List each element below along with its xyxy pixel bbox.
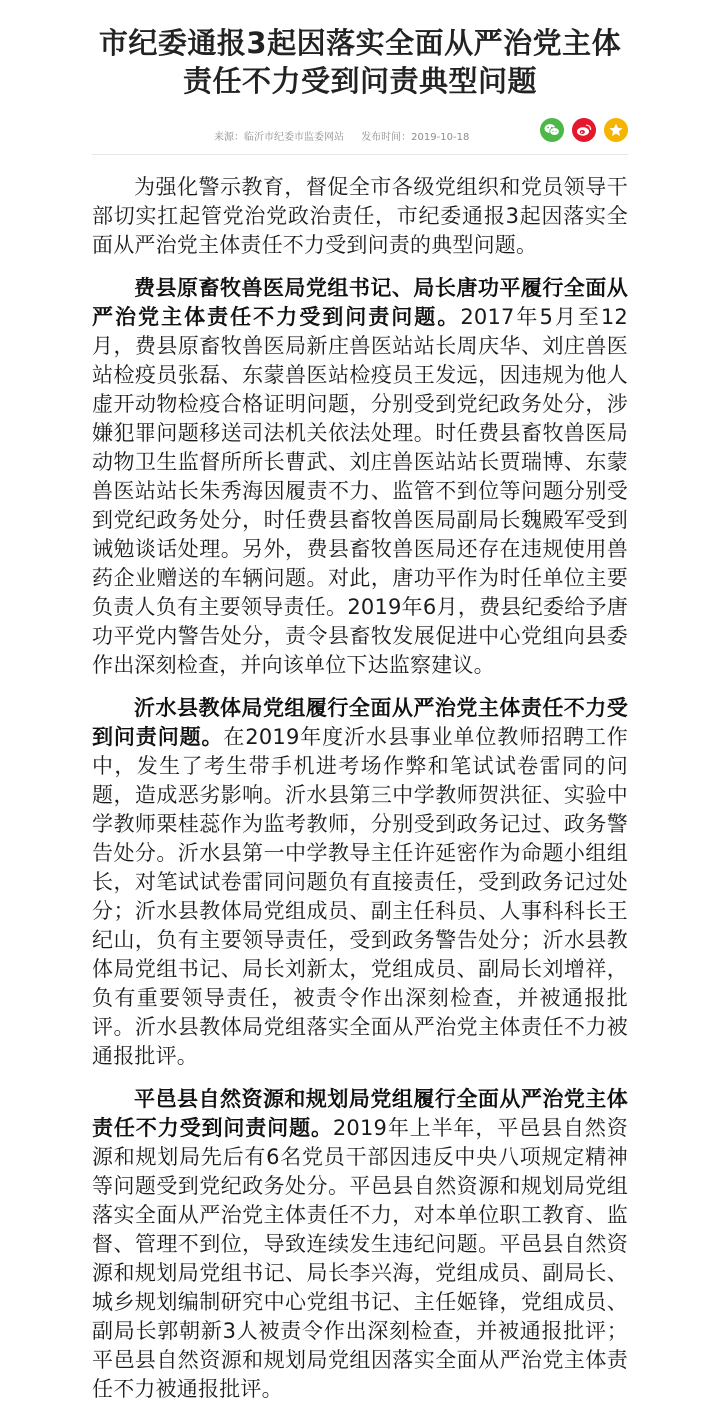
case-body: 在2019年度沂水县事业单位教师招聘工作中，发生了考生带手机进考场作弊和笔试试卷雷同的问题，造成恶劣影响。沂水县第三中学教师贺洪征、实验中学教师栗桂蕊作为监考教师，分别受到政务记过、政务警告处分。沂水县第一中学教导主任许延密作为命题小组组长，对笔试试卷雷同问题负有直接责任，受到政务记过处分；沂水县教体局党组成员、副主任科员、人事科科长王纪山，负有主要领导责任，受到政务警告处分；沂水县教体局党组书记、局长刘新太，党组成员、副局长刘增祥，负有重要领导责任，被责令作出深刻检查，并被通报批评。沂水县教体局党组落实全面从严治党主体责任不力被通报批评。 <box>92 725 628 1068</box>
case-heading: 平邑县自然资源和规划局党组履行全面从严治党主体责任不力受到问责问题。 <box>92 1087 628 1140</box>
wechat-icon <box>544 123 560 137</box>
share-qzone-button[interactable] <box>604 118 628 142</box>
intro-paragraph <box>92 173 628 260</box>
share-weibo-button[interactable] <box>572 118 596 142</box>
article-source: 来源：临沂市纪委市监委网站 <box>214 132 344 143</box>
case-heading: 沂水县教体局党组履行全面从严治党主体责任不力受到问责问题。 <box>92 696 628 749</box>
article-body <box>92 173 628 1404</box>
page-title: 市纪委通报3起因落实全面从严治党主体责任不力受到问责典型问题 <box>98 26 622 98</box>
article-meta-bar <box>92 114 628 155</box>
share-buttons <box>540 118 628 142</box>
case-body: 2019年上半年，平邑县自然资源和规划局先后有6名党员干部因违反中央八项规定精神等问题受到党纪政务处分。平邑县自然资源和规划局党组落实全面从严治党主体责任不力，对本单位职工教育、监督、管理不到位，导致连续发生违纪问题。平邑县自然资源和规划局党组书记、局长李兴海，党组成员、副局长、城乡规划编制研究中心党组书记、主任姬锋，党组成员、副局长郭朝新3人被责令作出深刻检查，并被通报批评；平邑县自然资源和规划局党组因落实全面从严治党主体责任不力被通报批评。 <box>92 1116 628 1401</box>
case-body: 2017年5月至12月，费县原畜牧兽医局新庄兽医站站长周庆华、刘庄兽医站检疫员张磊、东蒙兽医站检疫员王发远，因违规为他人虚开动物检疫合格证明问题，分别受到党纪政务处分，涉嫌犯罪问题移送司法机关依法处理。时任费县畜牧兽医局动物卫生监督所所长曹武、刘庄兽医站站长贾瑞博、东蒙兽医站站长朱秀海因履责不力、监管不到位等问题分别受到党纪政务处分，时任费县畜牧兽医局副局长魏殿军受到诫勉谈话处理。另外，费县畜牧兽医局还存在违规使用兽药企业赠送的车辆问题。对此，唐功平作为时任单位主要负责人负有主要领导责任。2019年6月，费县纪委给予唐功平党内警告处分，责令县畜牧发展促进中心党组向县委作出深刻检查，并向该单位下达监察建议。 <box>92 305 628 677</box>
case-paragraph-2 <box>92 694 628 1071</box>
intro-text: 为强化警示教育，督促全市各级党组织和党员领导干部切实扛起管党治党政治责任，市纪委通报3起因落实全面从严治党主体责任不力受到问责的典型问题。 <box>92 175 628 257</box>
qzone-star-icon <box>608 122 624 138</box>
case-paragraph-1 <box>92 274 628 680</box>
weibo-icon <box>576 123 592 137</box>
case-paragraph-3 <box>92 1085 628 1404</box>
article-publish-time: 发布时间：2019-10-18 <box>361 132 470 143</box>
share-wechat-button[interactable] <box>540 118 564 142</box>
case-heading: 费县原畜牧兽医局党组书记、局长唐功平履行全面从严治党主体责任不力受到问责问题。 <box>92 276 628 329</box>
article-meta <box>214 128 469 143</box>
